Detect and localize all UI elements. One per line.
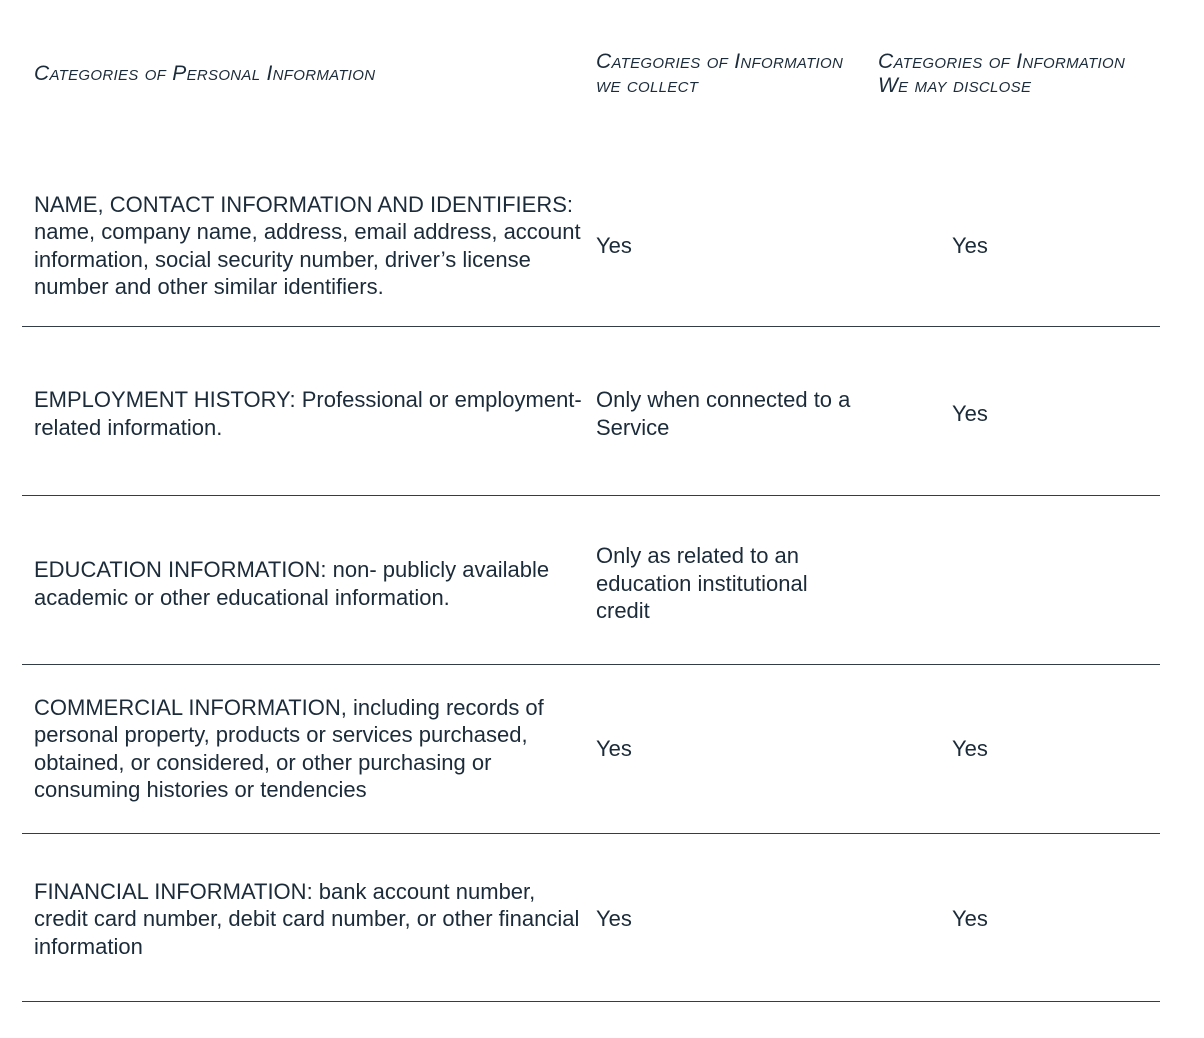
collect-cell: Only when connected to a Service [584, 326, 866, 495]
personal-information-table [22, 0, 1160, 1002]
collect-cell: Only as related to an education institutional credit [584, 495, 866, 664]
category-label: COMMERCIAL INFORMATION [34, 694, 341, 720]
category-description: : non- publicly available academic or other educational information. [34, 557, 550, 610]
table-row [22, 664, 1160, 833]
category-label: NAME, CONTACT INFORMATION AND IDENTIFIERS [34, 191, 567, 217]
collect-cell: Yes [584, 664, 866, 833]
table-row [22, 148, 1160, 326]
category-cell [22, 833, 584, 1001]
category-label: FINANCIAL INFORMATION [34, 878, 307, 904]
table-body [22, 148, 1160, 1001]
category-description: : Professional or employment-related information. [34, 387, 582, 440]
header-information-we-collect: Categories of Information we collect [596, 50, 844, 97]
collect-cell: Yes [584, 833, 866, 1001]
table-row [22, 833, 1160, 1001]
category-cell [22, 664, 584, 833]
category-description: , including records of personal property, products or services purchased, obtained, or considered, or other purchasing or consuming histories or tendencies [34, 694, 544, 802]
personal-information-table-container [22, 0, 1160, 1002]
table-row [22, 495, 1160, 664]
category-label: EMPLOYMENT HISTORY [34, 387, 290, 412]
disclose-cell: Yes [866, 148, 1160, 326]
category-cell [22, 326, 584, 495]
header-categories-personal-information: Categories of Personal Information [34, 62, 376, 85]
disclose-cell: Yes [866, 833, 1160, 1001]
table-header [22, 0, 1160, 148]
table-row [22, 326, 1160, 495]
category-description: : bank account number, credit card number, debit card number, or other financial information [34, 878, 580, 959]
category-cell [22, 495, 584, 664]
category-label: EDUCATION INFORMATION [34, 557, 321, 582]
header-information-we-may-disclose: Categories of Information We may disclose [878, 50, 1126, 97]
disclose-cell [866, 495, 1160, 664]
collect-cell: Yes [584, 148, 866, 326]
disclose-cell: Yes [866, 664, 1160, 833]
disclose-cell: Yes [866, 326, 1160, 495]
category-description: : name, company name, address, email address, account information, social security number, driver’s license number and other similar identifiers. [34, 191, 581, 300]
category-cell [22, 148, 584, 326]
header-row [22, 0, 1160, 148]
